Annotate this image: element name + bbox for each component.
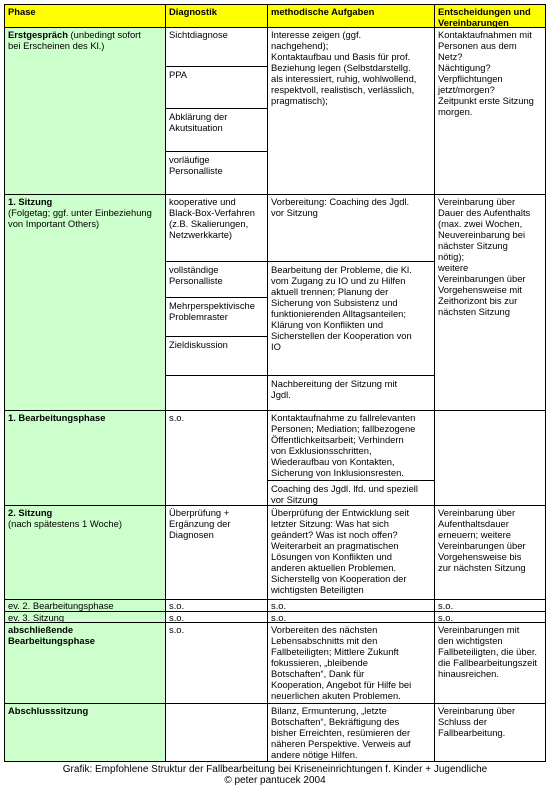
phase-sitzung1: 1. Sitzung (Folgetag; ggf. unter Einbeziehung von Important Others): [5, 195, 165, 411]
phase-bearbeitung1: 1. Bearbeitungsphase: [5, 411, 165, 505]
header-aufgaben: methodische Aufgaben: [268, 5, 434, 27]
table-border-right: [545, 4, 546, 762]
diag-ppa: PPA: [169, 69, 188, 80]
aufgaben-sitzung1-bearbeitung: Bearbeitung der Probleme, die Kl. vom Zugang zu IO und zu Hilfen aktuell trennen; Planung der Sicherung von Subsistenz und funktionierenden Alltagsanteilen; Klärung von Konflikten und Sicherstellen der Kooperation von IO: [271, 264, 412, 352]
aufgaben-abschliessend: Vorbereiten des nächsten Lebensabschnitts mit den Fallbeteiligten; Mittlere Zukunft fokussieren, „bleibende Botschaften“, Dank für Kooperation, Angebot für Hilfe bei neuerlichen akuten Problemen.: [271, 624, 412, 701]
phase-abschlusssitzung: Abschlusssitzung: [5, 704, 165, 761]
cell-divider: [165, 108, 268, 109]
phase-ev-bearbeitung2: ev. 2. Bearbeitungsphase: [5, 600, 165, 611]
row-divider: [4, 410, 546, 411]
cell-divider: [165, 261, 268, 262]
header-diagnostik: Diagnostik: [166, 5, 267, 27]
cell-divider: [165, 336, 268, 337]
header-phase: Phase: [5, 5, 165, 27]
cell-divider: [165, 66, 268, 67]
row-divider: [4, 194, 546, 195]
aufgaben-abschlusssitzung: Bilanz, Ermunterung, „letzte Botschaften“, Bekräftigung des bisher Erreichten, resümieren der näheren Perspektive. Verweis auf andere nötige Hilfen.: [271, 705, 411, 760]
table-border-top: [4, 4, 546, 5]
diag-vorlaeufige-personalliste: vorläufige Personalliste: [169, 154, 223, 176]
aufgaben-ev-bearbeitung2: s.o.: [271, 600, 287, 611]
column-divider: [434, 4, 435, 762]
diag-abschliessend: s.o.: [169, 624, 185, 635]
row-divider: [4, 622, 546, 623]
aufgaben-sitzung2: Überprüfung der Entwicklung seit letzter Sitzung: Was hat sich geändert? Was ist noch offen? Weiterarbeit an pragmatischen Lösungen von Konflikten und anderen aktuellen Problemen. Sicherstellg von Kooperation der wichtigsten Beteiligten: [271, 507, 410, 595]
diag-vollstaendige-personalliste: vollständige Personalliste: [169, 264, 223, 286]
row-divider: [4, 611, 546, 612]
diag-ev-sitzung3: s.o.: [169, 612, 185, 622]
cell-divider: [267, 480, 435, 481]
phase-ev-sitzung3: ev. 3. Sitzung: [5, 612, 165, 622]
cell-divider: [165, 151, 268, 152]
cell-divider: [267, 375, 435, 376]
column-divider: [267, 4, 268, 762]
row-divider: [4, 27, 546, 28]
entsch-abschliessend: Vereinbarungen mit den wichtigsten Fallbeteiligten, die über. die Fallbearbeitungszeit hinausreichen.: [438, 624, 538, 679]
diag-akutsituation: Abklärung der Akutsituation: [169, 111, 228, 133]
table-border-bottom: [4, 761, 546, 762]
phase-abschliessend: abschließende Bearbeitungsphase: [5, 623, 165, 703]
entsch-ev-sitzung3: s.o.: [438, 612, 454, 622]
entsch-sitzung2: Vereinbarung über Aufenthaltsdauer erneuern; weitere Vereinbarungen über Vorgehensweise bis zur nächsten Sitzung: [438, 507, 526, 573]
cell-divider: [267, 261, 435, 262]
diag-problemraster: Mehrperspektivische Problemraster: [169, 300, 255, 322]
column-divider: [165, 4, 166, 762]
figure-caption: Grafik: Empfohlene Struktur der Fallbearbeitung bei Kriseneinrichtungen f. Kinder + Jugendliche © peter pantucek 2004: [62, 764, 488, 786]
entsch-erstgespraech: Kontaktaufnahmen mit Personen aus dem Netz? Nächtigung? Verpflichtungen jetzt/morgen? Zeitpunkt erste Sitzung morgen.: [438, 29, 534, 117]
aufgaben-sitzung1-nachbereitung: Nachbereitung der Sitzung mit Jgdl.: [271, 378, 398, 400]
diag-kooperative-verfahren: kooperative und Black-Box-Verfahren (z.B. Skalierungen, Netzwerkkarte): [169, 196, 255, 240]
row-divider: [4, 599, 546, 600]
row-divider: [4, 703, 546, 704]
diag-ev-bearbeitung2: s.o.: [169, 600, 185, 611]
aufgaben-bearbeitung1-coaching: Coaching des Jgdl. lfd. und speziell vor Sitzung: [271, 483, 418, 505]
cell-divider: [165, 297, 268, 298]
aufgaben-sitzung1-vorbereitung: Vorbereitung: Coaching des Jgdl. vor Sitzung: [271, 196, 410, 218]
phase-erstgespraech: Erstgespräch (unbedingt sofort bei Erscheinen des Kl.): [5, 28, 165, 194]
diag-sichtdiagnose: Sichtdiagnose: [169, 29, 228, 40]
table-border-left: [4, 4, 5, 762]
aufgaben-erstgespraech: Interesse zeigen (ggf. nachgehend); Kontaktaufbau und Basis für prof. Beziehung legen (Selbstdarstellg. als interessiert, ruhig, wohlwollend, respektvoll, realistisch, verlässlich, pragmatisch);: [271, 29, 417, 106]
entsch-sitzung1: Vereinbarung über Dauer des Aufenthalts (max. zwei Wochen, Neuvereinbarung bei nächster Sitzung nötig); weitere Vereinbarungen über Vorgehensweise mit Zeithorizont bis zur nächsten Sitzung: [438, 196, 531, 317]
header-entscheidungen: Entscheidungen und Vereinbarungen: [435, 5, 545, 27]
aufgaben-bearbeitung1: Kontaktaufnahme zu fallrelevanten Personen; Mediation; fallbezogene Öffentlichkeitsarbeit; Verhindern von Exklusionsschritten, Wiederaufbau von Kontakten, Sicherung von Inklusionsresten.: [271, 412, 416, 478]
entsch-ev-bearbeitung2: s.o.: [438, 600, 454, 611]
diag-bearbeitung1: s.o.: [169, 412, 185, 423]
diag-sitzung2: Überprüfung + Ergänzung der Diagnosen: [169, 507, 231, 540]
row-divider: [4, 505, 546, 506]
aufgaben-ev-sitzung3: s.o.: [271, 612, 287, 622]
entsch-abschlusssitzung: Vereinbarung über Schluss der Fallbearbeitung.: [438, 705, 516, 738]
cell-divider: [165, 375, 268, 376]
diag-zieldiskussion: Zieldiskussion: [169, 339, 228, 350]
phase-sitzung2: 2. Sitzung (nach spätestens 1 Woche): [5, 506, 165, 599]
